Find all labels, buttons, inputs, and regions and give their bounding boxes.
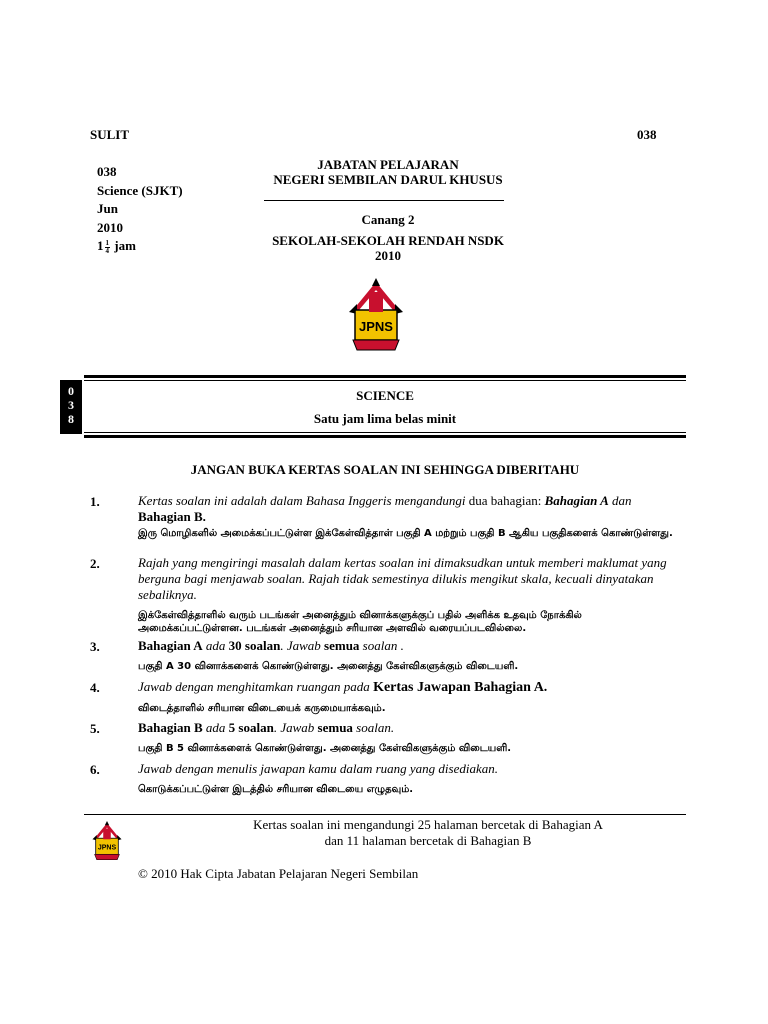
page-count-note bbox=[170, 817, 686, 849]
paper-subject: Science (SJKT) bbox=[97, 182, 183, 198]
instruction-part: ada bbox=[202, 638, 229, 653]
instruction-part: Bahagian B bbox=[138, 720, 203, 735]
instruction-tamil: இக்கேள்வித்தாளில் வரும் படங்கள் அனைத்தும் வினாக்களுக்குப் பதில் அளிக்க உதவும் நோக்கில் அமைக்கப்பட்டுள்ளன. படங்கள் அனைத்தும் சரியான அளவில் வரையப்படவில்லை. bbox=[138, 610, 582, 634]
exam-duration: Satu jam lima belas minit bbox=[313, 411, 457, 426]
instruction-number: 6. bbox=[90, 762, 100, 777]
jpns-logo-graphic bbox=[345, 278, 407, 356]
paper-year: 2010 bbox=[97, 219, 123, 235]
paper-code: 038 bbox=[97, 164, 117, 179]
fraction-denominator: 4 bbox=[105, 246, 109, 255]
instruction-number: 5. bbox=[90, 721, 100, 736]
band-rule-thick-top bbox=[84, 375, 686, 378]
issuer-header bbox=[240, 157, 536, 187]
confidential-label: SULIT bbox=[90, 127, 130, 142]
instruction-part: . bbox=[202, 509, 206, 524]
paper-meta bbox=[97, 163, 183, 256]
instruction-part: Kertas soalan ini adalah dalam Bahasa Inggeris mengandungi bbox=[138, 493, 466, 508]
paper-code-top: 038 bbox=[637, 127, 657, 142]
instruction-number: 3. bbox=[90, 639, 100, 654]
footer-divider bbox=[84, 814, 686, 815]
instruction-number: 2. bbox=[90, 556, 100, 571]
instruction-item bbox=[138, 493, 686, 540]
jpns-logo-small-graphic bbox=[90, 821, 124, 863]
band-rule-thin-bottom bbox=[84, 432, 686, 433]
instruction-tamil: விடைத்தாளில் சரியான விடையைக் கருமையாக்கவும். bbox=[138, 703, 386, 714]
exam-subject: SCIENCE bbox=[356, 388, 414, 403]
instruction-part: 5 soalan bbox=[228, 720, 274, 735]
instruction-part: Bahagian B bbox=[138, 509, 203, 524]
duration-whole: 1 bbox=[97, 238, 104, 253]
instruction-text: Rajah yang mengiringi masalah dalam kertas soalan ini dimaksudkan untuk memberi maklumat yang berguna bagi menjawab soalan. Rajah tidak semestinya dilukis mengikut skala, kecuali dinyatakan sebaliknya. bbox=[138, 555, 667, 602]
logo-lettering: JPNS bbox=[359, 319, 393, 334]
side-code-digit: 0 bbox=[68, 384, 74, 398]
instruction-part: Jawab dengan menghitamkan ruangan pada bbox=[138, 679, 374, 694]
instruction-part: semua bbox=[317, 720, 353, 735]
instruction-text bbox=[138, 720, 686, 736]
page-count-line1: Kertas soalan ini mengandungi 25 halaman bercetak di Bahagian A bbox=[253, 817, 603, 832]
instruction-part: 30 soalan bbox=[228, 638, 281, 653]
schools-year: 2010 bbox=[375, 248, 401, 263]
instruction-part: soalan. bbox=[352, 720, 395, 735]
issuer-line1: JABATAN PELAJARAN bbox=[317, 157, 459, 172]
instruction-part: . Jawab bbox=[280, 638, 325, 653]
instruction-text: Jawab dengan menulis jawapan kamu dalam ruang yang disediakan. bbox=[138, 761, 498, 776]
instruction-number: 4. bbox=[90, 680, 100, 695]
paper-month: Jun bbox=[97, 201, 118, 216]
duration-unit: jam bbox=[114, 238, 136, 253]
instruction-number: 1. bbox=[90, 494, 100, 509]
instruction-part: Bahagian A bbox=[544, 493, 609, 508]
issuer-line2: NEGERI SEMBILAN DARUL KHUSUS bbox=[273, 172, 503, 187]
instruction-item bbox=[138, 761, 686, 796]
instruction-text bbox=[138, 679, 686, 696]
schools-line: SEKOLAH-SEKOLAH RENDAH NSDK bbox=[272, 233, 504, 248]
duration-fraction bbox=[105, 240, 111, 255]
page-count-line2: dan 11 halaman bercetak di Bahagian B bbox=[324, 833, 532, 848]
paper-duration bbox=[97, 237, 183, 256]
instruction-tamil: கொடுக்கப்பட்டுள்ள இடத்தில் சரியான விடையை எழுதவும். bbox=[138, 784, 414, 795]
instruction-item bbox=[138, 720, 686, 755]
instruction-item bbox=[138, 638, 686, 673]
instruction-part: ada bbox=[202, 720, 229, 735]
instruction-part: semua bbox=[324, 638, 360, 653]
fraction-numerator: 1 bbox=[105, 238, 109, 247]
do-not-open-warning: JANGAN BUKA KERTAS SOALAN INI SEHINGGA DIBERITAHU bbox=[190, 462, 580, 477]
side-code-tab bbox=[60, 380, 82, 434]
exam-series: Canang 2 bbox=[361, 212, 415, 227]
instruction-part: Bahagian A bbox=[138, 638, 203, 653]
instruction-tamil: பகுதி A 30 வினாக்களைக் கொண்டுள்ளது. அனைத்து கேள்விகளுக்கும் விடையளி. bbox=[138, 661, 519, 672]
copyright-notice: © 2010 Hak Cipta Jabatan Pelajaran Negeri Sembilan bbox=[138, 866, 419, 881]
logo-lettering: JPNS bbox=[97, 844, 117, 852]
header-divider bbox=[264, 200, 504, 201]
instruction-text bbox=[138, 638, 686, 654]
instruction-tamil: பகுதி B 5 வினாக்களைக் கொண்டுள்ளது. அனைத்து கேள்விகளுக்கும் விடையளி. bbox=[138, 743, 512, 754]
instruction-part: . Jawab bbox=[273, 720, 318, 735]
instruction-part: dan bbox=[608, 493, 632, 508]
jpns-logo bbox=[345, 278, 407, 361]
jpns-logo-small bbox=[90, 821, 124, 868]
instruction-part: dua bahagian: bbox=[465, 493, 545, 508]
instruction-part: Kertas Jawapan Bahagian A. bbox=[373, 680, 548, 695]
side-code-digit: 8 bbox=[68, 412, 74, 426]
instruction-item bbox=[138, 555, 686, 635]
instruction-text bbox=[138, 493, 686, 525]
instruction-part: soalan . bbox=[359, 638, 404, 653]
side-code-digit: 3 bbox=[68, 398, 74, 412]
instruction-tamil: இரு மொழிகளில் அமைக்கப்பட்டுள்ள இக்கேள்வித்தாள் பகுதி A மற்றும் பகுதி B ஆகிய பகுதிகளைக் கொண்டுள்ளது. bbox=[138, 528, 673, 539]
schools-heading bbox=[240, 233, 536, 263]
instruction-item bbox=[138, 679, 686, 715]
band-rule-thick-bottom bbox=[84, 435, 686, 438]
band-rule-thin-top bbox=[84, 380, 686, 381]
